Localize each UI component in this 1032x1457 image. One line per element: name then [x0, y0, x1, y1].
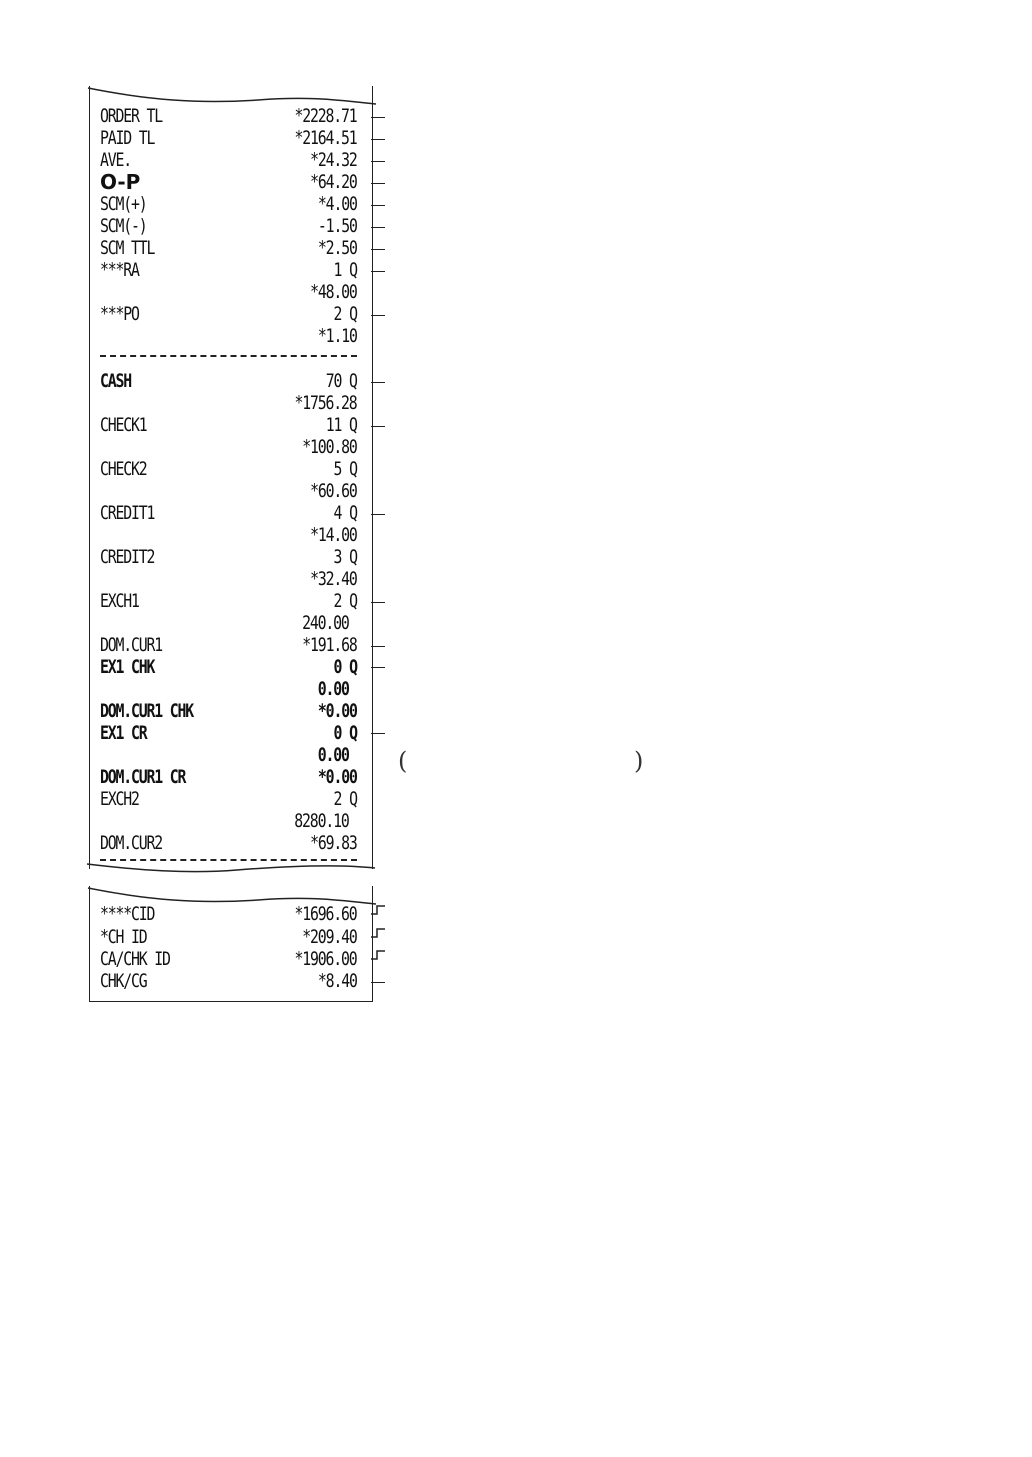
dom-cur1-chk-label: DOM.CUR1 CHK [100, 700, 194, 722]
callout-marker-ra [371, 271, 385, 272]
callout-marker-order-tl [371, 117, 385, 118]
scm-minus-value: -1.50 [318, 215, 357, 237]
op-label: O-P [100, 170, 141, 194]
cid-value: *1696.60 [294, 903, 357, 925]
cash-count: 70 Q [325, 370, 357, 392]
ca-chk-id-value: *1906.00 [294, 948, 357, 970]
check2-label: CHECK2 [100, 458, 147, 480]
po-count: 2 Q [333, 303, 357, 325]
op-value: *64.20 [310, 171, 357, 193]
dom-cur2-label: DOM.CUR2 [100, 832, 163, 854]
ch-id-value: *209.40 [302, 926, 357, 948]
exch2-count: 2 Q [333, 788, 357, 810]
callout-marker-credit1 [371, 514, 385, 515]
order-tl-label: ORDER TL [100, 105, 163, 127]
row-check1 [100, 414, 357, 436]
paid-tl-label: PAID TL [100, 127, 155, 149]
paid-tl-value: *2164.51 [294, 127, 357, 149]
check2-count: 5 Q [333, 458, 357, 480]
row-cash [100, 370, 357, 392]
row-exch2-amount [100, 810, 357, 832]
ca-chk-id-label: CA/CHK ID [100, 948, 170, 970]
row-scm-minus [100, 215, 357, 237]
dom-cur1-cr-label: DOM.CUR1 CR [100, 766, 186, 788]
credit1-count: 4 Q [333, 502, 357, 524]
ex1-cr-label: EX1 CR [100, 722, 147, 744]
callout-step-markers [369, 900, 389, 960]
row-scm-plus [100, 193, 357, 215]
dom-cur2-value: *69.83 [310, 832, 357, 854]
callout-marker-cash [371, 382, 385, 383]
scm-minus-label: SCM(-) [100, 215, 147, 237]
row-ex1-cr [100, 722, 357, 744]
row-ex1-chk-amount [100, 678, 357, 700]
credit1-label: CREDIT1 [100, 502, 155, 524]
check1-count: 11 Q [325, 414, 357, 436]
ex1-cr-count: 0 Q [333, 722, 357, 744]
callout-marker-ex1-cr [371, 733, 385, 734]
torn-edge-bottom [87, 862, 375, 882]
row-exch1-amount [100, 612, 357, 634]
cid-label: ****CID [100, 903, 155, 925]
row-dom-cur1-cr [100, 766, 357, 788]
row-dom-cur1 [100, 634, 357, 656]
ra-amount: *48.00 [310, 281, 357, 303]
row-chk-cg [100, 970, 357, 992]
scm-ttl-value: *2.50 [318, 237, 357, 259]
row-check2 [100, 458, 357, 480]
callout-marker-ave [371, 161, 385, 162]
check2-amount: *60.60 [310, 480, 357, 502]
dom-cur1-value: *191.68 [302, 634, 357, 656]
row-ave [100, 149, 357, 171]
ex1-chk-amount: 0.00 [317, 678, 349, 700]
cash-label: CASH [100, 370, 132, 392]
scm-plus-label: SCM(+) [100, 193, 147, 215]
row-ra-amount [100, 281, 357, 303]
callout-marker-po [371, 315, 385, 316]
row-cid [100, 903, 357, 925]
row-po [100, 303, 357, 325]
bottom-separator-line [100, 859, 357, 861]
row-order-tl [100, 105, 357, 127]
callout-marker-dom-cur1 [371, 646, 385, 647]
torn-edge-top-2 [88, 886, 376, 904]
row-paid-tl [100, 127, 357, 149]
dom-cur1-label: DOM.CUR1 [100, 634, 163, 656]
ra-label: ***RA [100, 259, 139, 281]
exch1-label: EXCH1 [100, 590, 139, 612]
row-check1-amount [100, 436, 357, 458]
callout-marker-chk-cg [371, 982, 385, 983]
ave-value: *24.32 [310, 149, 357, 171]
credit2-amount: *32.40 [310, 568, 357, 590]
row-ch-id [100, 926, 357, 948]
row-op [100, 171, 357, 193]
dom-cur1-cr-value: *0.00 [318, 766, 357, 788]
callout-marker-exch1 [371, 602, 385, 603]
row-check2-amount [100, 480, 357, 502]
po-label: ***PO [100, 303, 139, 325]
scm-plus-value: *4.00 [318, 193, 357, 215]
row-ra [100, 259, 357, 281]
order-tl-value: *2228.71 [294, 105, 357, 127]
torn-edge-top [88, 86, 376, 104]
chk-cg-label: CHK/CG [100, 970, 147, 992]
check1-amount: *100.80 [302, 436, 357, 458]
exch2-label: EXCH2 [100, 788, 139, 810]
chk-cg-value: *8.40 [318, 970, 357, 992]
row-credit2-amount [100, 568, 357, 590]
row-cash-amount [100, 392, 357, 414]
ex1-chk-count: 0 Q [333, 656, 357, 678]
annotation-open-paren: ( [398, 747, 408, 775]
annotation-close-paren: ) [634, 747, 644, 775]
callout-marker-op [371, 183, 385, 184]
callout-marker-check1 [371, 426, 385, 427]
ex1-cr-amount: 0.00 [317, 744, 349, 766]
po-amount: *1.10 [318, 325, 357, 347]
credit2-count: 3 Q [333, 546, 357, 568]
row-po-amount [100, 325, 357, 347]
row-credit1 [100, 502, 357, 524]
scm-ttl-label: SCM TTL [100, 237, 155, 259]
row-credit2 [100, 546, 357, 568]
exch1-amount: 240.00 [302, 612, 349, 634]
ave-label: AVE. [100, 149, 132, 171]
credit2-label: CREDIT2 [100, 546, 155, 568]
cash-amount: *1756.28 [294, 392, 357, 414]
row-credit1-amount [100, 524, 357, 546]
row-exch2 [100, 788, 357, 810]
row-dom-cur1-chk [100, 700, 357, 722]
callout-marker-ex1-chk [371, 667, 385, 668]
callout-marker-scm-minus [371, 227, 385, 228]
credit1-amount: *14.00 [310, 524, 357, 546]
callout-marker-paid-tl [371, 139, 385, 140]
check1-label: CHECK1 [100, 414, 147, 436]
ch-id-label: *CH ID [100, 926, 147, 948]
exch1-count: 2 Q [333, 590, 357, 612]
callout-marker-scm-plus [371, 205, 385, 206]
dom-cur1-chk-value: *0.00 [318, 700, 357, 722]
row-exch1 [100, 590, 357, 612]
ex1-chk-label: EX1 CHK [100, 656, 155, 678]
row-ex1-chk [100, 656, 357, 678]
row-dom-cur2 [100, 832, 357, 854]
row-ca-chk-id [100, 948, 357, 970]
separator-line [100, 355, 357, 357]
exch2-amount: 8280.10 [294, 810, 349, 832]
row-ex1-cr-amount [100, 744, 357, 766]
callout-marker-scm-ttl [371, 249, 385, 250]
row-scm-ttl [100, 237, 357, 259]
ra-count: 1 Q [333, 259, 357, 281]
